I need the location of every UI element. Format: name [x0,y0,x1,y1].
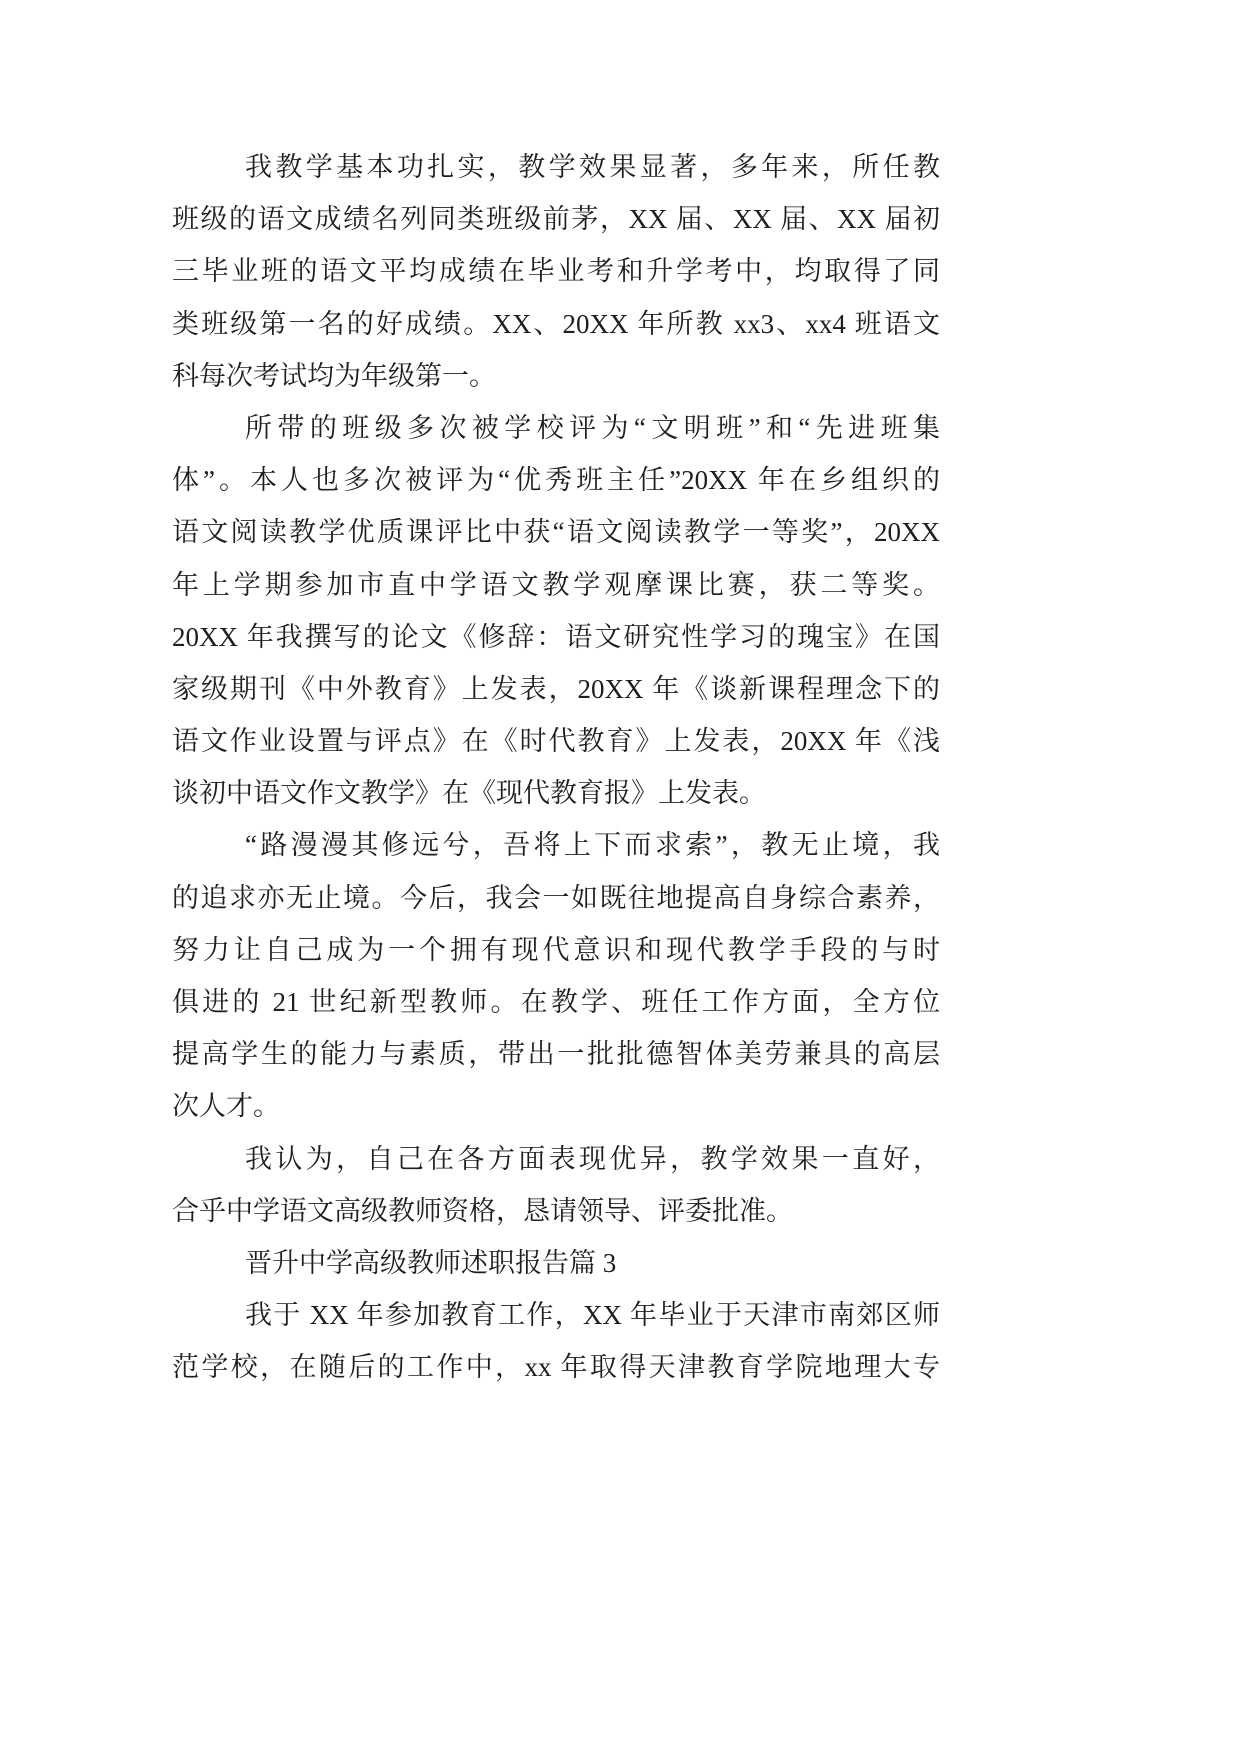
paragraph-goals [172,819,940,1132]
text-line: 体”。本人也多次被评为“优秀班主任”20XX 年在乡组织的 [172,465,940,496]
paragraph-teaching-results [172,141,940,402]
document-body [172,141,940,1394]
text-line: 年上学期参加市直中学语文教学观摩课比赛，获二等奖。 [172,569,940,600]
text-line: “路漫漫其修远兮，吾将上下而求索”，教无止境，我 [245,830,940,861]
text-line: 科每次考试均为年级第一。 [172,360,496,391]
section-heading [172,1237,940,1289]
text-line: 三毕业班的语文平均成绩在毕业考和升学考中，均取得了同 [172,256,940,287]
text-line: 20XX 年我撰写的论文《修辞：语文研究性学习的瑰宝》在国 [172,621,940,652]
text-line: 我认为，自己在各方面表现优异，教学效果一直好， [245,1143,940,1174]
text-line: 家级期刊《中外教育》上发表，20XX 年《谈新课程理念下的 [172,673,940,704]
text-line: 提高学生的能力与素质，带出一批批德智体美劳兼具的高层 [172,1039,940,1070]
text-line: 的追求亦无止境。今后，我会一如既往地提高自身综合素养， [172,882,940,913]
text-line: 合乎中学语文高级教师资格，恳请领导、评委批准。 [172,1195,793,1226]
paragraph-conclusion [172,1133,940,1237]
text-line: 语文作业设置与评点》在《时代教育》上发表，20XX 年《浅 [172,726,940,757]
text-line: 所带的班级多次被学校评为“文明班”和“先进班集 [245,412,940,443]
section-heading-text: 晋升中学高级教师述职报告篇 3 [245,1247,617,1278]
text-line: 次人才。 [172,1091,280,1122]
text-line: 班级的语文成绩名列同类班级前茅，XX 届、XX 届、XX 届初 [172,204,940,235]
paragraph-honors [172,402,940,820]
text-line: 语文阅读教学优质课评比中获“语文阅读教学一等奖”，20XX [172,517,940,548]
text-line: 谈初中语文作文教学》在《现代教育报》上发表。 [172,778,766,809]
text-line: 范学校，在随后的工作中，xx 年取得天津教育学院地理大专 [172,1352,940,1383]
paragraph-career-start [172,1289,940,1393]
text-line: 我于 XX 年参加教育工作，XX 年毕业于天津市南郊区师 [245,1300,940,1331]
text-line: 类班级第一名的好成绩。XX、20XX 年所教 xx3、xx4 班语文 [172,308,940,339]
text-line: 努力让自己成为一个拥有现代意识和现代教学手段的与时 [172,934,940,965]
text-line: 我教学基本功扎实，教学效果显著，多年来，所任教 [245,152,940,182]
text-line: 俱进的 21 世纪新型教师。在教学、班任工作方面，全方位 [172,987,940,1017]
